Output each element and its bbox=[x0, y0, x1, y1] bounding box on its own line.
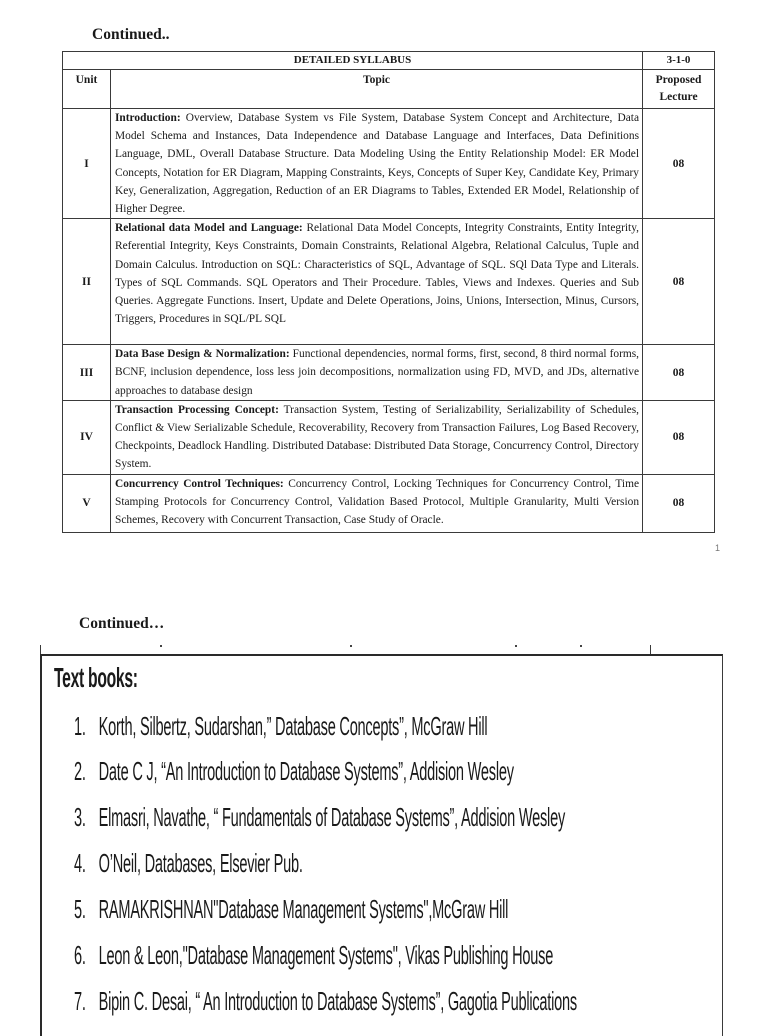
unit-number: I bbox=[63, 109, 111, 219]
list-item-number: 3. bbox=[74, 802, 86, 832]
list-item bbox=[74, 894, 508, 925]
topic-text: Transaction System, Testing of Serializability, Serializability of Schedules, Conflict & View Serializable Schedule, Recoverability, Recovery from Transaction Failures, Log Based Recovery, Checkpoints, Deadlock Handling. Distributed Database: Distributed Data Storage, Concurrency Control, Directory System. bbox=[115, 403, 640, 471]
list-item-number: 6. bbox=[74, 940, 86, 970]
scan-artifact-dot bbox=[350, 645, 352, 647]
continued-heading-bottom: Continued… bbox=[79, 615, 165, 632]
list-item-text: Korth, Silbertz, Sudarshan,” Database Concepts”, McGraw Hill bbox=[98, 711, 488, 741]
lecture-count: 08 bbox=[643, 400, 715, 474]
syllabus-title-row bbox=[63, 52, 715, 70]
textbooks-box bbox=[40, 654, 723, 1036]
syllabus-column-headers bbox=[63, 70, 715, 109]
topic-text: Concurrency Control, Locking Techniques for Concurrency Control, Time Stamping Protocols for Concurrency Control, Validation Based Protocol, Multiple Granularity, Multi Version Schemes, Recovery with Concurrent Transaction, Case Study of Oracle. bbox=[115, 477, 640, 527]
textbooks-title: Text books: bbox=[54, 662, 138, 693]
topic-heading: Concurrency Control Techniques: bbox=[115, 477, 284, 490]
list-item-number: 7. bbox=[74, 986, 86, 1016]
lecture-count: 08 bbox=[643, 345, 715, 401]
column-header-lecture-line1: Proposed bbox=[655, 74, 702, 86]
syllabus-title: DETAILED SYLLABUS bbox=[63, 52, 643, 70]
list-item bbox=[74, 986, 577, 1017]
lecture-count: 08 bbox=[643, 474, 715, 532]
topic-text: Relational Data Model Concepts, Integrity Constraints, Entity Integrity, Referential Integrity, Keys Constraints, Domain Constraints, Relational Algebra, Relational Calculus, Tuple and Domain Calculus. Introduction on SQL: Characteristics of SQL, Advantage of SQL. SQl Data Type and Literals. Types of SQL Commands. SQL Operators and Their Procedure. Tables, Views and Indexes. Queries and Sub Queries. Aggregate Functions. Insert, Update and Delete Operations, Joins, Unions, Intersection, Minus, Cursors, Triggers, Procedures in SQL/PL SQL bbox=[115, 222, 640, 326]
lecture-count: 08 bbox=[643, 219, 715, 345]
list-item-text: O’Neil, Databases, Elsevier Pub. bbox=[98, 848, 303, 878]
topic-cell bbox=[111, 219, 643, 345]
list-item-text: Bipin C. Desai, “ An Introduction to Database Systems”, Gagotia Publications bbox=[98, 986, 577, 1016]
table-row bbox=[63, 219, 715, 345]
continued-heading-top: Continued.. bbox=[92, 26, 170, 43]
table-divider-tick bbox=[650, 645, 651, 654]
scan-artifact-dot bbox=[580, 645, 582, 647]
list-item bbox=[74, 802, 565, 833]
list-item-number: 5. bbox=[74, 894, 86, 924]
list-item-number: 1. bbox=[74, 711, 86, 741]
topic-cell bbox=[111, 400, 643, 474]
list-item bbox=[74, 711, 487, 742]
topic-cell bbox=[111, 345, 643, 401]
lecture-count: 08 bbox=[643, 109, 715, 219]
unit-number: III bbox=[63, 345, 111, 401]
topic-text: Overview, Database System vs File System, Database System Concept and Architecture, Data Model Schema and Instances, Data Independence and Database Language and Interfaces, Data Definitions Language, DML, Overall Database Structure. Data Modeling Using the Entity Relationship Model: ER Model Concepts, Notation for ER Diagram, Mapping Constraints, Keys, Concepts of Super Key, Candidate Key, Primary Key, Generalization, Aggregation, Reduction of an ER Diagrams to Tables, Extended ER Model, Relationship of Higher Degree. bbox=[115, 112, 640, 216]
detailed-syllabus-table bbox=[62, 51, 715, 533]
topic-heading: Relational data Model and Language: bbox=[115, 222, 303, 235]
list-item-number: 4. bbox=[74, 848, 86, 878]
list-item-text: Elmasri, Navathe, “ Fundamentals of Database Systems”, Addision Wesley bbox=[98, 802, 565, 832]
course-credit-code: 3-1-0 bbox=[643, 52, 715, 70]
table-row bbox=[63, 345, 715, 401]
topic-cell bbox=[111, 474, 643, 532]
list-item-text: Date C J, “An Introduction to Database Systems”, Addision Wesley bbox=[98, 756, 514, 786]
column-header-lecture-line2: Lecture bbox=[659, 91, 698, 103]
list-item-text: Leon & Leon,"Database Management Systems", Vikas Publishing House bbox=[98, 940, 554, 970]
column-header-proposed-lecture bbox=[643, 70, 715, 109]
table-row bbox=[63, 474, 715, 532]
list-item bbox=[74, 940, 553, 971]
scan-artifact-dot bbox=[515, 645, 517, 647]
column-header-unit: Unit bbox=[63, 70, 111, 109]
topic-heading: Transaction Processing Concept: bbox=[115, 403, 279, 416]
list-item bbox=[74, 756, 514, 787]
unit-number: IV bbox=[63, 400, 111, 474]
page-number: 1 bbox=[715, 543, 721, 553]
topic-heading: Data Base Design & Normalization: bbox=[115, 348, 290, 361]
list-item-number: 2. bbox=[74, 756, 86, 786]
scan-artifact-dot bbox=[160, 645, 162, 647]
unit-number: II bbox=[63, 219, 111, 345]
topic-text: Functional dependencies, normal forms, first, second, 8 third normal forms, BCNF, inclusion dependence, loss less join decompositions, normalization using FD, MVD, and JDs, alternative approaches to database design bbox=[115, 348, 640, 397]
list-item-text: RAMAKRISHNAN"Database Management Systems",McGraw Hill bbox=[98, 894, 509, 924]
unit-number: V bbox=[63, 474, 111, 532]
topic-cell bbox=[111, 109, 643, 219]
table-row bbox=[63, 109, 715, 219]
column-header-topic: Topic bbox=[111, 70, 643, 109]
list-item bbox=[74, 848, 303, 879]
topic-heading: Introduction: bbox=[115, 112, 181, 124]
table-row bbox=[63, 400, 715, 474]
table-divider-tick bbox=[40, 645, 41, 654]
